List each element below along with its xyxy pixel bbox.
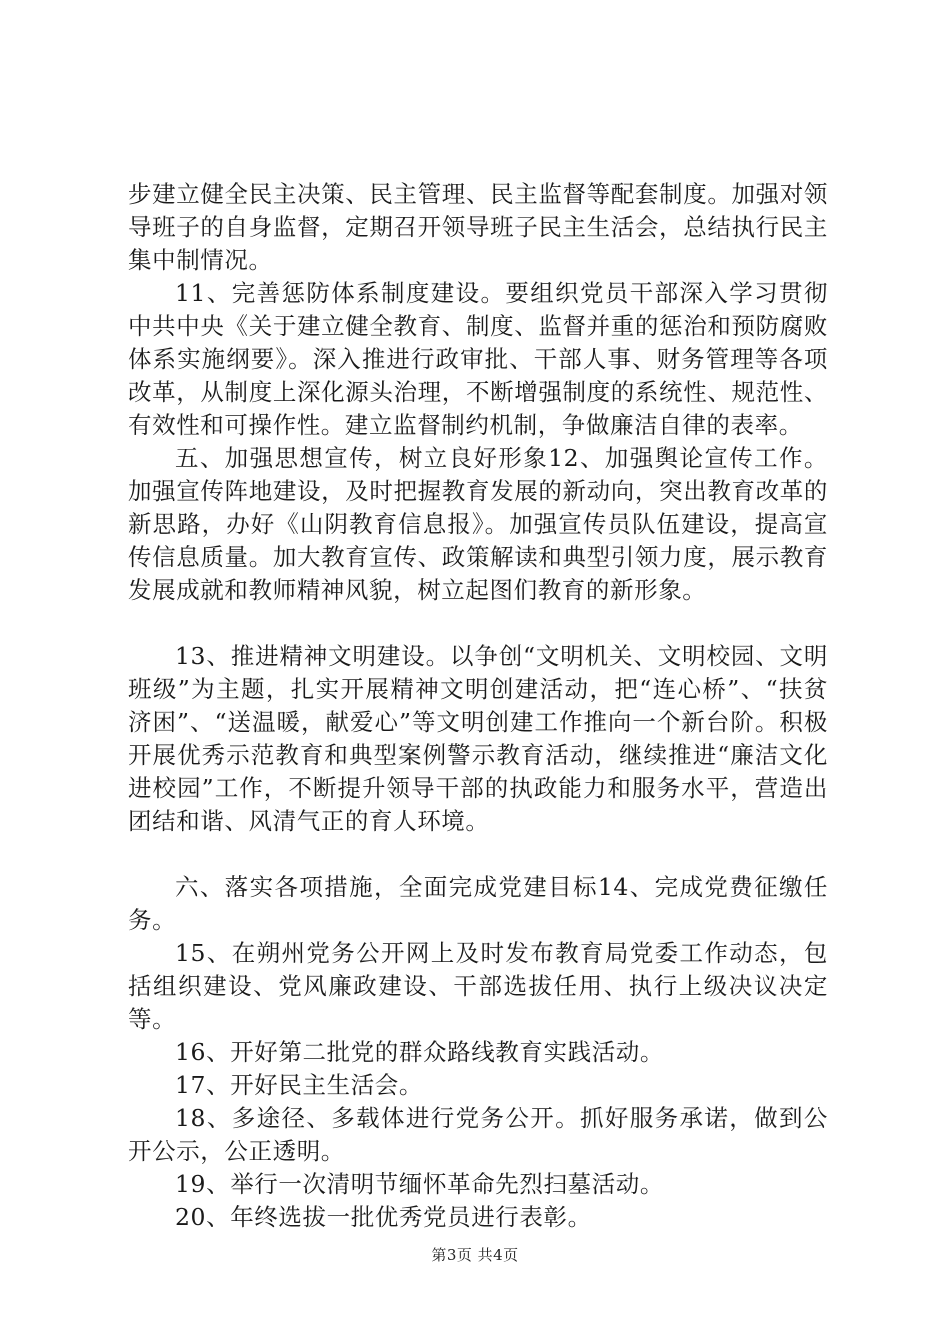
paragraph-item-18: 18、多途径、多载体进行党务公开。抓好服务承诺，做到公开公示，公正透明。 (128, 1104, 828, 1165)
paragraph-item-11: 11、完善惩防体系制度建设。要组织党员干部深入学习贯彻中共中央《关于建立健全教育、制度、监督并重的惩治和预防腐败体系实施纲要》。深入推进行政审批、干部人事、财务管理等各项改革，从制度上深化源头治理，不断增强制度的系统性、规范性、有效性和可操作性。建立监督制约机制，争做廉洁自律的表率。 (128, 279, 828, 439)
paragraph-item-13: 13、推进精神文明建设。以争创“文明机关、文明校园、文明班级”为主题，扎实开展精神文明创建活动，把“连心桥”、“扶贫济困”、“送温暖，献爱心”等文明创建工作推向一个新台阶。积极开展优秀示范教育和典型案例警示教育活动，继续推进“廉洁文化进校园”工作，不断提升领导干部的执政能力和服务水平，营造出团结和谐、风清气正的育人环境。 (128, 642, 828, 835)
document-body (128, 178, 828, 1234)
paragraph-item-16: 16、开好第二批党的群众路线教育实践活动。 (175, 1038, 665, 1066)
paragraph-continuation: 步建立健全民主决策、民主管理、民主监督等配套制度。加强对领导班子的自身监督，定期召开领导班子民主生活会，总结执行民主集中制情况。 (128, 180, 828, 274)
paragraph-item-17: 17、开好民主生活会。 (175, 1071, 424, 1099)
page-number-footer: 第3页 共4页 (431, 1246, 519, 1264)
paragraph-section-6: 六、落实各项措施，全面完成党建目标14、完成党费征缴任务。 (128, 873, 828, 934)
paragraph-item-20: 20、年终选拔一批优秀党员进行表彰。 (175, 1203, 592, 1231)
paragraph-section-5: 五、加强思想宣传，树立良好形象12、加强舆论宣传工作。加强宣传阵地建设，及时把握教育发展的新动向，突出教育改革的新思路，办好《山阴教育信息报》。加强宣传员队伍建设，提高宣传信息质量。加大教育宣传、政策解读和典型引领力度，展示教育发展成就和教师精神风貌，树立起图们教育的新形象。 (128, 444, 828, 604)
paragraph-item-19: 19、举行一次清明节缅怀革命先烈扫墓活动。 (175, 1170, 665, 1198)
paragraph-item-15: 15、在朔州党务公开网上及时发布教育局党委工作动态，包括组织建设、党风廉政建设、干部选拔任用、执行上级决议决定等。 (128, 939, 828, 1033)
